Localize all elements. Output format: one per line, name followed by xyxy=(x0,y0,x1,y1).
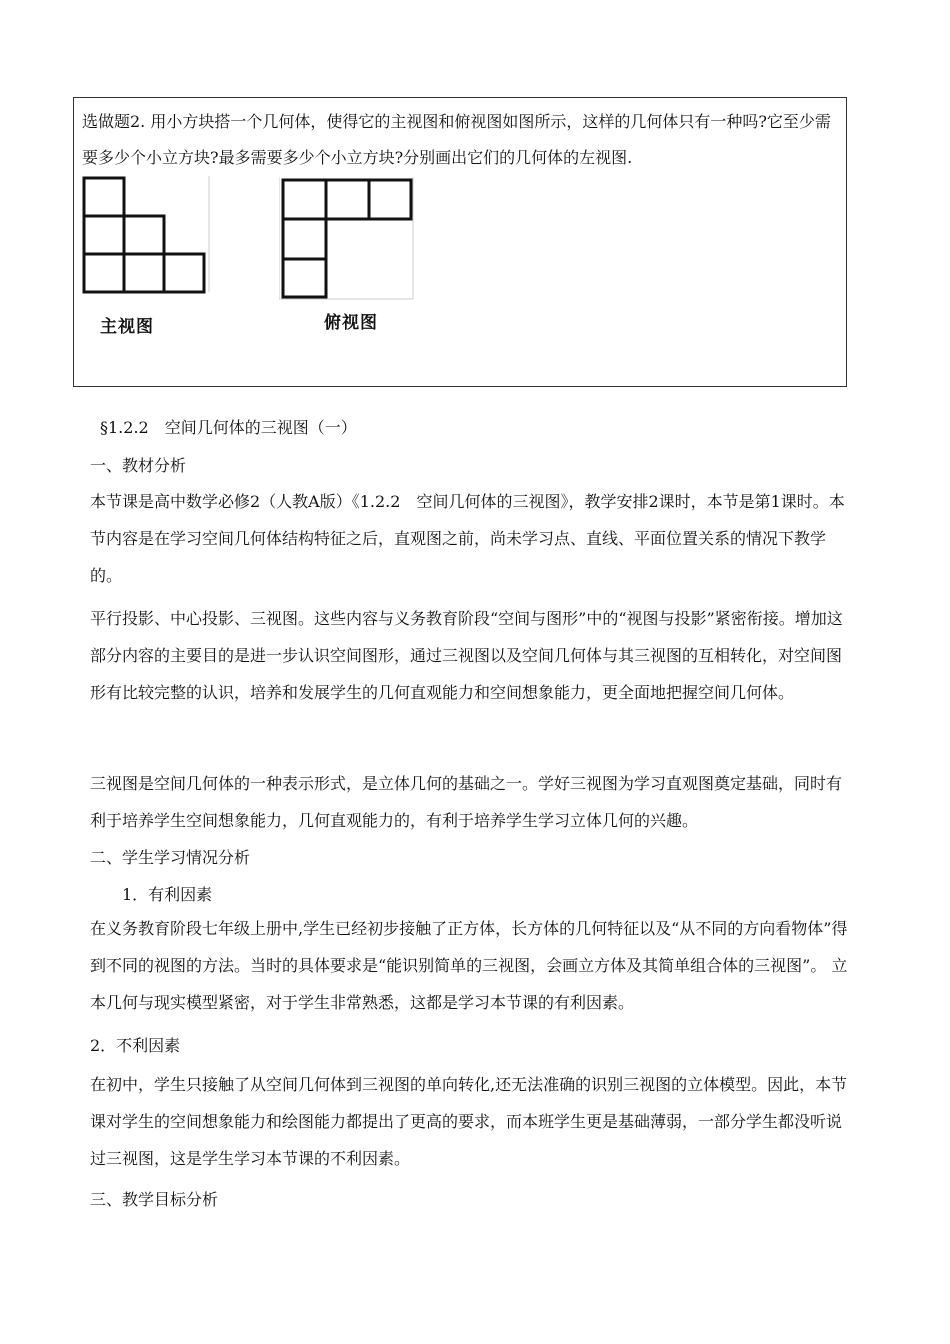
heading-textbook-analysis: 一、教材分析 xyxy=(90,456,187,475)
paragraph-4: 在义务教育阶段七年级上册中,学生已经初步接触了正方体，长方体的几何特征以及“从不同的方向看物体”得到不同的视图的方法。当时的具体要求是“能识别简单的三视图，会画立方体及其简单组合体的三视图”。 立本几何与现实模型紧密，对于学生非常熟悉，这都是学习本节课的有利因素。 xyxy=(90,919,848,1012)
exercise-box xyxy=(73,97,847,387)
top-view-label: 俯视图 xyxy=(324,313,378,333)
heading-teaching-goals: 三、教学目标分析 xyxy=(90,1190,219,1209)
front-view-figure xyxy=(82,176,212,296)
paragraph-2: 平行投影、中心投影、三视图。这些内容与义务教育阶段“空间与图形”中的“视图与投影”紧密衔接。增加这部分内容的主要目的是进一步认识空间图形，通过三视图以及空间几何体与其三视图的互相转化，对空间图形有比较完整的认识，培养和发展学生的几何直观能力和空间想象能力，更全面地把握空间几何体。 xyxy=(90,609,843,702)
paragraph-3: 三视图是空间几何体的一种表示形式，是立体几何的基础之一。学好三视图为学习直观图奠定基础，同时有利于培养学生空间想象能力，几何直观能力的，有利于培养学生学习立体几何的兴趣。 xyxy=(90,774,843,830)
front-view-drawing xyxy=(82,176,212,296)
paragraph-5: 在初中，学生只接触了从空间几何体到三视图的单向转化,还无法准确的识别三视图的立体模型。因此，本节课对学生的空间想象能力和绘图能力都提出了更高的要求，而本班学生更是基础薄弱，一部分学生都没听说过三视图，这是学生学习本节课的不利因素。 xyxy=(90,1075,848,1168)
top-view-drawing xyxy=(279,177,415,301)
subheading-unfavorable: 2．不利因素 xyxy=(90,1036,181,1055)
subheading-favorable: 1．有利因素 xyxy=(122,885,213,904)
paragraph-1: 本节课是高中数学必修2（人教A版）《1.2.2 空间几何体的三视图》，教学安排2课时，本节是第1课时。本节内容是在学习空间几何体结构特征之后，直观图之前，尚未学习点、直线、平面位置关系的情况下教学的。 xyxy=(90,492,845,585)
section-title: §1.2.2 空间几何体的三视图（一） xyxy=(100,418,357,437)
front-view-label: 主视图 xyxy=(100,317,154,337)
heading-student-analysis: 二、学生学习情况分析 xyxy=(90,848,251,867)
exercise-text: 选做题2. 用小方块搭一个几何体，使得它的主视图和俯视图如图所示，这样的几何体只有一种吗?它至少需要多少个小立方块?最多需要多少个小立方块?分别画出它们的几何体的左视图. xyxy=(82,112,831,167)
top-view-figure xyxy=(279,177,415,301)
